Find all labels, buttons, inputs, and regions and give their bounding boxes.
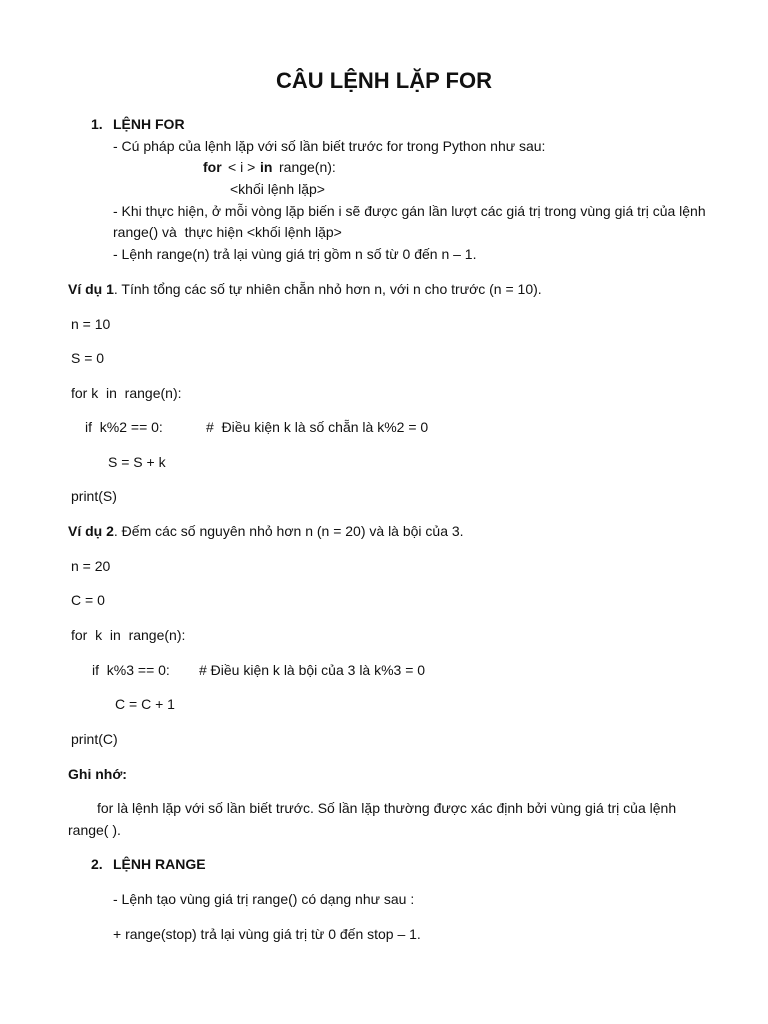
code-line: C = 0 (71, 592, 105, 608)
range-intro: - Lệnh tạo vùng giá trị range() có dạng như sau : (113, 891, 415, 907)
code-comment: # Điều kiện k là số chẵn là k%2 = 0 (206, 419, 429, 435)
section-1-heading: LỆNH FOR (113, 116, 185, 132)
example-2-label: Ví dụ 2 (68, 523, 114, 539)
code-line: n = 10 (71, 316, 111, 332)
syntax-range: range(n): (279, 159, 336, 175)
section-2-number: 2. (91, 856, 103, 872)
example-1-label: Ví dụ 1 (68, 281, 114, 297)
code-comment: # Điều kiện k là bội của 3 là k%3 = 0 (199, 662, 426, 678)
code-line: S = 0 (71, 350, 105, 366)
explanation-line-1: - Khi thực hiện, ở mỗi vòng lặp biến i sẽ được gán lần lượt các giá trị trong vùng giá trị của lệnh (113, 203, 706, 219)
code-line: for k in range(n): (71, 627, 186, 643)
code-line: C = C + 1 (115, 696, 175, 712)
example-1-text: . Tính tổng các số tự nhiên chẵn nhỏ hơn n, với n cho trước (n = 10). (113, 281, 542, 297)
section-1-number: 1. (91, 116, 103, 132)
note-line-2: range( ). (68, 822, 121, 838)
syntax-intro: - Cú pháp của lệnh lặp với số lần biết trước for trong Python như sau: (113, 138, 546, 154)
code-line: for k in range(n): (71, 385, 182, 401)
section-2-heading: LỆNH RANGE (113, 856, 206, 872)
explanation-line-2: range() và thực hiện <khối lệnh lặp> (113, 224, 342, 240)
example-2-heading (68, 522, 464, 540)
code-line: print(S) (71, 488, 117, 504)
example-1-heading (68, 280, 542, 298)
code-line: if k%3 == 0: (92, 662, 170, 678)
syntax-variable: < i > (228, 159, 256, 175)
note-heading: Ghi nhớ: (68, 766, 127, 782)
example-2-text: . Đếm các số nguyên nhỏ hơn n (n = 20) và là bội của 3. (113, 523, 464, 539)
syntax-in-keyword: in (260, 159, 273, 175)
code-line: if k%2 == 0: (85, 419, 163, 435)
page-title: CÂU LỆNH LẶP FOR (276, 68, 492, 93)
note-line-1: for là lệnh lặp với số lần biết trước. Số lần lặp thường được xác định bởi vùng giá trị của lệnh (97, 800, 677, 816)
range-stop: + range(stop) trả lại vùng giá trị từ 0 đến stop – 1. (113, 926, 421, 942)
syntax-block: <khối lệnh lặp> (230, 181, 325, 197)
explanation-line-3: - Lệnh range(n) trả lại vùng giá trị gồm n số từ 0 đến n – 1. (113, 246, 477, 262)
syntax-for-keyword: for (203, 159, 222, 175)
code-line: print(C) (71, 731, 118, 747)
code-line: n = 20 (71, 558, 111, 574)
code-line: S = S + k (108, 454, 166, 470)
